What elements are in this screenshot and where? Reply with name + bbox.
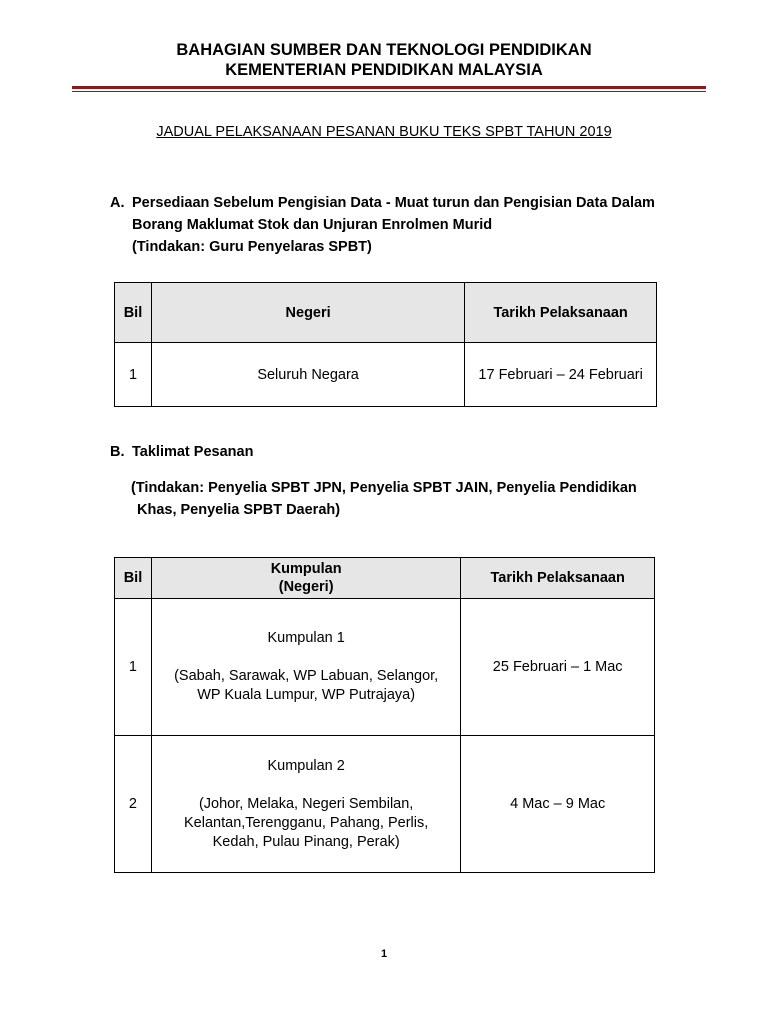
table-row	[115, 599, 655, 736]
table-a-bil: 1	[115, 343, 152, 407]
table-b-row1-bil: 1	[115, 599, 152, 736]
table-b-row2-kumpulan	[151, 736, 460, 873]
section-a-line2: Borang Maklumat Stok dan Unjuran Enrolmen Murid	[132, 217, 493, 233]
table-b	[114, 557, 655, 873]
group-name: Kumpulan 2	[267, 757, 345, 774]
section-b-title: Taklimat Pesanan	[132, 444, 254, 460]
group-states-line: WP Kuala Lumpur, WP Putrajaya)	[197, 687, 416, 703]
section-a-line1: Persediaan Sebelum Pengisian Data - Muat turun dan Pengisian Data Dalam	[132, 195, 655, 211]
table-a-header-row	[115, 283, 657, 343]
section-b-action	[131, 477, 637, 521]
section-b-action-line2: Khas, Penyelia SPBT Daerah)	[137, 502, 341, 518]
section-b-letter: B.	[110, 444, 125, 460]
table-row	[115, 736, 655, 873]
section-b-action-line1: (Tindakan: Penyelia SPBT JPN, Penyelia SPBT JAIN, Penyelia Pendidikan	[131, 480, 637, 496]
table-a-negeri: Seluruh Negara	[151, 343, 464, 407]
table-a-header-negeri: Negeri	[151, 283, 464, 343]
group-states-line: Kedah, Pulau Pinang, Perak)	[212, 833, 400, 850]
table-a-tarikh: 17 Februari – 24 Februari	[465, 343, 657, 407]
table-a-header-tarikh: Tarikh Pelaksanaan	[465, 283, 657, 343]
group-states-line: (Sabah, Sarawak, WP Labuan, Selangor,	[174, 668, 439, 684]
page-number: 1	[380, 948, 388, 960]
table-a-header-bil: Bil	[115, 283, 152, 343]
header-rule-thin	[72, 91, 706, 92]
table-b-header-bil: Bil	[115, 558, 152, 599]
table-b-header-row	[115, 558, 655, 599]
header-department: BAHAGIAN SUMBER DAN TEKNOLOGI PENDIDIKAN	[176, 41, 592, 59]
header-ministry: KEMENTERIAN PENDIDIKAN MALAYSIA	[225, 61, 543, 79]
table-b-header-negeri-label: (Negeri)	[278, 579, 334, 595]
table-b-row2-bil: 2	[115, 736, 152, 873]
document-header	[0, 40, 768, 80]
table-b-row2-tarikh: 4 Mac – 9 Mac	[461, 736, 655, 873]
header-rule-thick	[72, 86, 706, 89]
table-b-header-kumpulan	[151, 558, 460, 599]
table-b-header-kumpulan-label: Kumpulan	[270, 561, 342, 577]
table-b-header-tarikh: Tarikh Pelaksanaan	[461, 558, 655, 599]
table-b-row1-tarikh: 25 Februari – 1 Mac	[461, 599, 655, 736]
group-states-line: (Johor, Melaka, Negeri Sembilan,	[198, 795, 414, 812]
section-a-letter: A.	[110, 195, 125, 211]
table-a	[114, 282, 657, 407]
table-row	[115, 343, 657, 407]
section-a-action: (Tindakan: Guru Penyelaras SPBT)	[132, 239, 372, 255]
table-b-row1-kumpulan	[151, 599, 460, 736]
section-a-text	[132, 192, 655, 258]
group-name: Kumpulan 1	[267, 630, 345, 646]
group-states-line: Kelantan,Terengganu, Pahang, Perlis,	[184, 814, 429, 831]
document-title: JADUAL PELAKSANAAN PESANAN BUKU TEKS SPBT TAHUN 2019	[156, 124, 612, 140]
